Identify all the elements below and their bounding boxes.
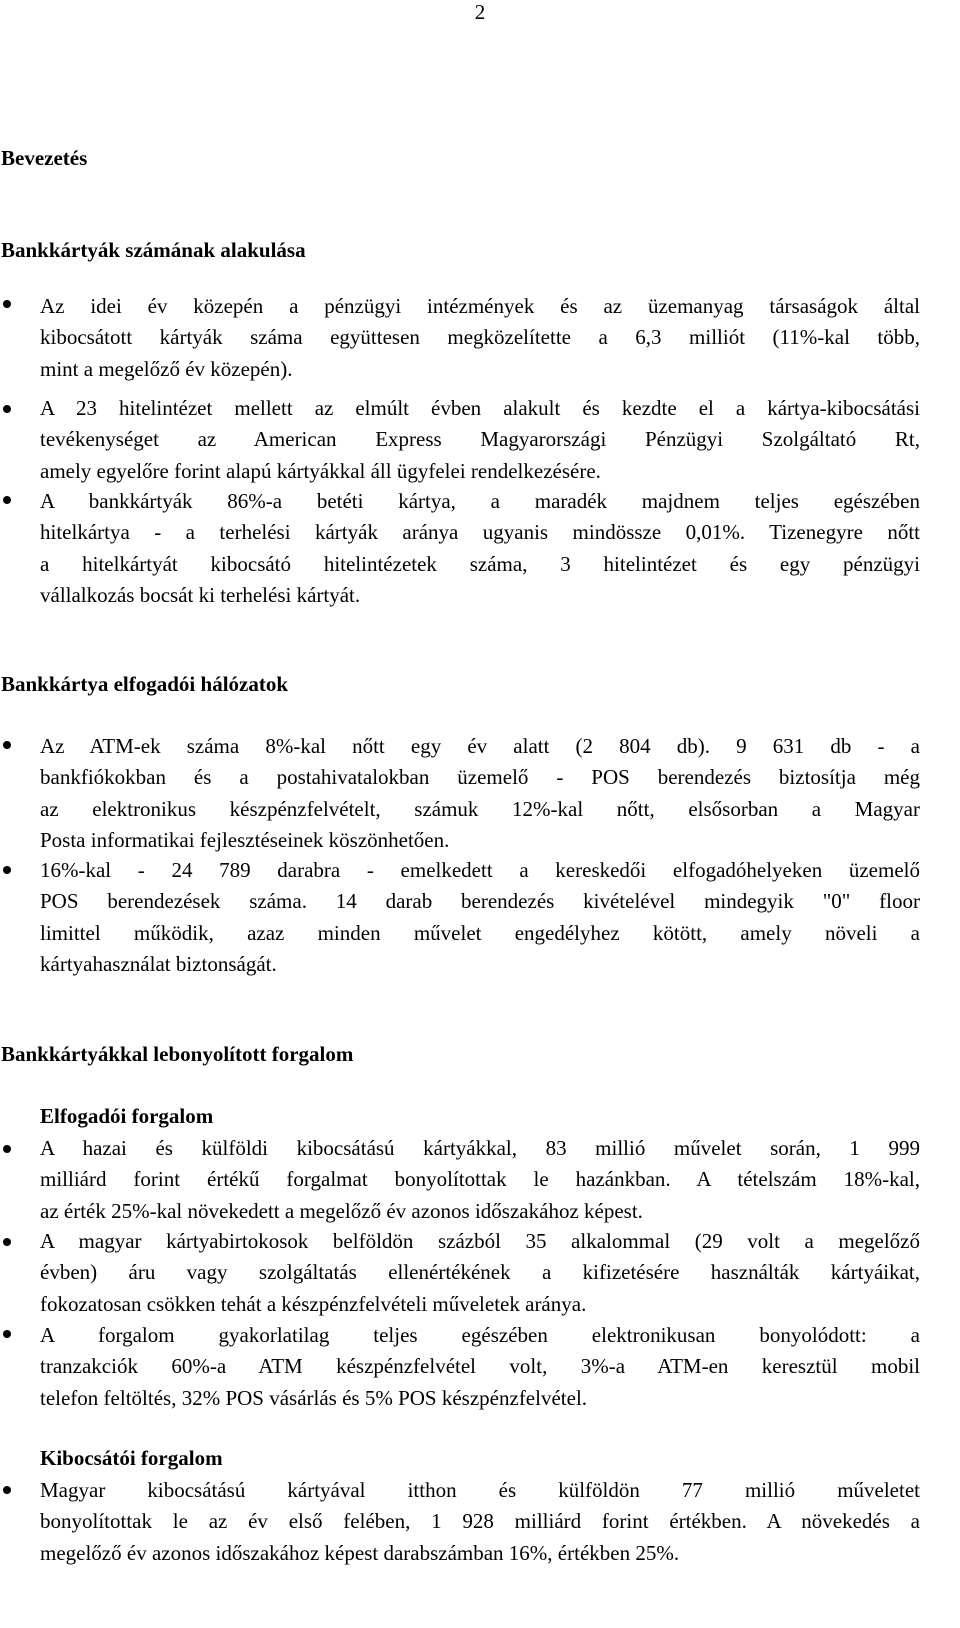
text-line: A forgalom gyakorlatilag teljes egészében elektronikusan bonyolódott: a	[40, 1323, 920, 1347]
bullet-icon	[3, 1238, 11, 1246]
text-line: kártyahasználat biztonságát.	[40, 951, 277, 976]
subsection-title-issuer: Kibocsátói forgalom	[40, 1446, 223, 1470]
text-line: A 23 hitelintézet mellett az elmúlt évben alakult és kezdte el a kártya-kibocsátási	[40, 396, 920, 420]
bullet-icon	[3, 496, 11, 504]
text-line: a hitelkártyát kibocsátó hitelintézetek száma, 3 hitelintézet és egy pénzügyi	[40, 551, 920, 576]
bullet-text	[40, 486, 920, 611]
section-title-acceptance-networks: Bankkártya elfogadói hálózatok	[1, 672, 289, 696]
bullet-text	[40, 1226, 920, 1320]
text-line: fokozatosan csökken tehát a készpénzfelvételi műveletek aránya.	[40, 1291, 587, 1316]
bullet-text	[40, 731, 920, 856]
bullet-icon	[3, 741, 11, 749]
text-line: megelőző év azonos időszakához képest darabszámban 16%, értékben 25%.	[40, 1540, 680, 1565]
text-line: az elektronikus készpénzfelvételt, számuk 12%-kal nőtt, elsősorban a Magyar	[40, 796, 920, 821]
section-title-card-count: Bankkártyák számának alakulása	[1, 238, 306, 262]
heading-intro: Bevezetés	[1, 146, 88, 170]
text-line: évben) áru vagy szolgáltatás ellenértékének a kifizetésére használták kártyáikat,	[40, 1260, 920, 1285]
bullet-text	[40, 1475, 920, 1569]
page-number: 2	[474, 0, 486, 24]
text-line: vállalkozás bocsát ki terhelési kártyát.	[40, 582, 361, 607]
bullet-icon	[3, 405, 11, 413]
text-line: milliárd forint értékű forgalmat bonyolítottak le hazánkban. A tételszám 18%-kal,	[40, 1167, 920, 1192]
text-line: hitelkártya - a terhelési kártyák aránya ugyanis mindössze 0,01%. Tizenegyre nőtt	[40, 520, 920, 545]
text-line: Az idei év közepén a pénzügyi intézmények és az üzemanyag társaságok által	[40, 294, 920, 318]
text-line: A hazai és külföldi kibocsátású kártyákkal, 83 millió művelet során, 1 999	[40, 1136, 920, 1160]
text-line: Az ATM-ek száma 8%-kal nőtt egy év alatt (2 804 db). 9 631 db - a	[40, 734, 920, 758]
text-line: A bankkártyák 86%-a betéti kártya, a maradék majdnem teljes egészében	[40, 489, 920, 513]
text-line: POS berendezések száma. 14 darab berendezés kivételével mindegyik "0" floor	[40, 889, 920, 914]
bullet-text	[40, 855, 920, 980]
text-line: 16%-kal - 24 789 darabra - emelkedett a kereskedői elfogadóhelyeken üzemelő	[40, 858, 920, 882]
text-line: bonyolítottak le az év első felében, 1 928 milliárd forint értékben. A növekedés a	[40, 1509, 920, 1534]
text-line: kibocsátott kártyák száma együttesen megközelítette a 6,3 milliót (11%-kal több,	[40, 325, 920, 350]
bullet-icon	[3, 1330, 11, 1338]
section-title-card-turnover: Bankkártyákkal lebonyolított forgalom	[1, 1042, 354, 1066]
bullet-text	[40, 1320, 920, 1414]
bullet-icon	[3, 866, 11, 874]
bullet-icon	[3, 1486, 11, 1494]
text-line: amely egyelőre forint alapú kártyákkal áll ügyfelei rendelkezésére.	[40, 458, 601, 483]
text-line: tranzakciók 60%-a ATM készpénzfelvétel volt, 3%-a ATM-en keresztül mobil	[40, 1354, 920, 1379]
text-line: limittel működik, azaz minden művelet engedélyhez kötött, amely növeli a	[40, 920, 920, 945]
bullet-icon	[3, 1145, 11, 1153]
text-line: bankfiókokban és a postahivatalokban üzemelő - POS berendezés biztosítja még	[40, 765, 920, 790]
text-line: A magyar kártyabirtokosok belföldön százból 35 alkalommal (29 volt a megelőző	[40, 1229, 920, 1253]
text-line: telefon feltöltés, 32% POS vásárlás és 5% POS készpénzfelvétel.	[40, 1385, 588, 1410]
text-line: Posta informatikai fejlesztéseinek köszönhetően.	[40, 827, 450, 852]
bullet-text	[40, 393, 920, 487]
text-line: tevékenységet az American Express Magyarországi Pénzügyi Szolgáltató Rt,	[40, 427, 920, 452]
bullet-icon	[3, 300, 11, 308]
text-line: mint a megelőző év közepén).	[40, 356, 293, 381]
bullet-text	[40, 1133, 920, 1227]
text-line: Magyar kibocsátású kártyával itthon és külföldön 77 millió műveletet	[40, 1478, 920, 1502]
subsection-title-acceptance: Elfogadói forgalom	[40, 1104, 214, 1128]
bullet-text	[40, 291, 920, 385]
text-line: az érték 25%-kal növekedett a megelőző év azonos időszakához képest.	[40, 1198, 643, 1223]
